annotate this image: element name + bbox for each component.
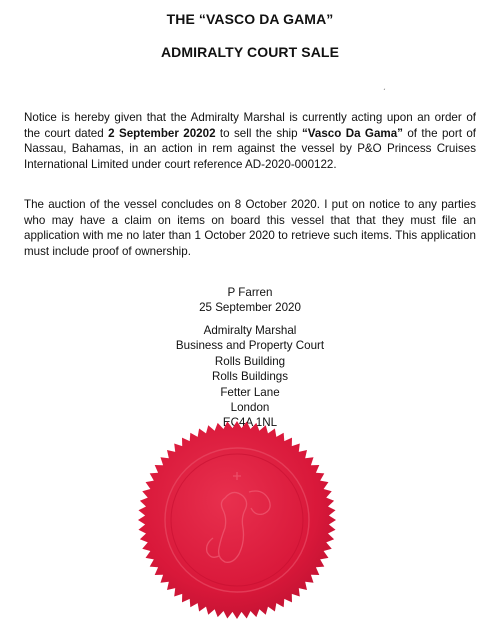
address-block	[0, 323, 500, 431]
address-line: Rolls Building	[214, 354, 286, 368]
red-wax-seal	[137, 420, 337, 620]
document-subtitle: ADMIRALTY COURT SALE	[160, 44, 340, 60]
address-line: EC4A 1NL	[222, 416, 278, 430]
ship-name: “Vasco Da Gama”	[301, 126, 403, 140]
stray-mark: ˊ	[383, 88, 386, 97]
signatory-name: P Farren	[227, 286, 273, 299]
notice-text: to sell the ship	[215, 126, 302, 140]
address-line: Fetter Lane	[220, 385, 280, 399]
notice-paragraph-1	[24, 110, 476, 172]
order-date: 2 September 20202	[108, 126, 216, 140]
seal-serrated-edge	[138, 421, 336, 619]
address-line: Business and Property Court	[175, 339, 325, 353]
signature-block	[0, 285, 500, 316]
notice-text: of the port of Nassau, Bahamas, in an action in rem against the vessel by P&O Princess Cruises International Limited under court reference AD-2020-000122.	[24, 126, 476, 171]
address-line: Admiralty Marshal	[203, 324, 297, 337]
notice-text: Notice is hereby given that the Admiralty Marshal is currently acting upon an order of the court dated	[24, 111, 476, 140]
notice-paragraph-2: The auction of the vessel concludes on 8 October 2020. I put on notice to any parties who may have a claim on items on board this vessel that that they must file an application with me no later than 1 October 2020 to retrieve such items. This application must include proof of ownership.	[24, 198, 476, 258]
signature-date: 25 September 2020	[199, 301, 301, 315]
document-title: THE “VASCO DA GAMA”	[166, 11, 334, 27]
address-line: London	[230, 400, 270, 414]
address-line: Rolls Buildings	[211, 370, 289, 384]
